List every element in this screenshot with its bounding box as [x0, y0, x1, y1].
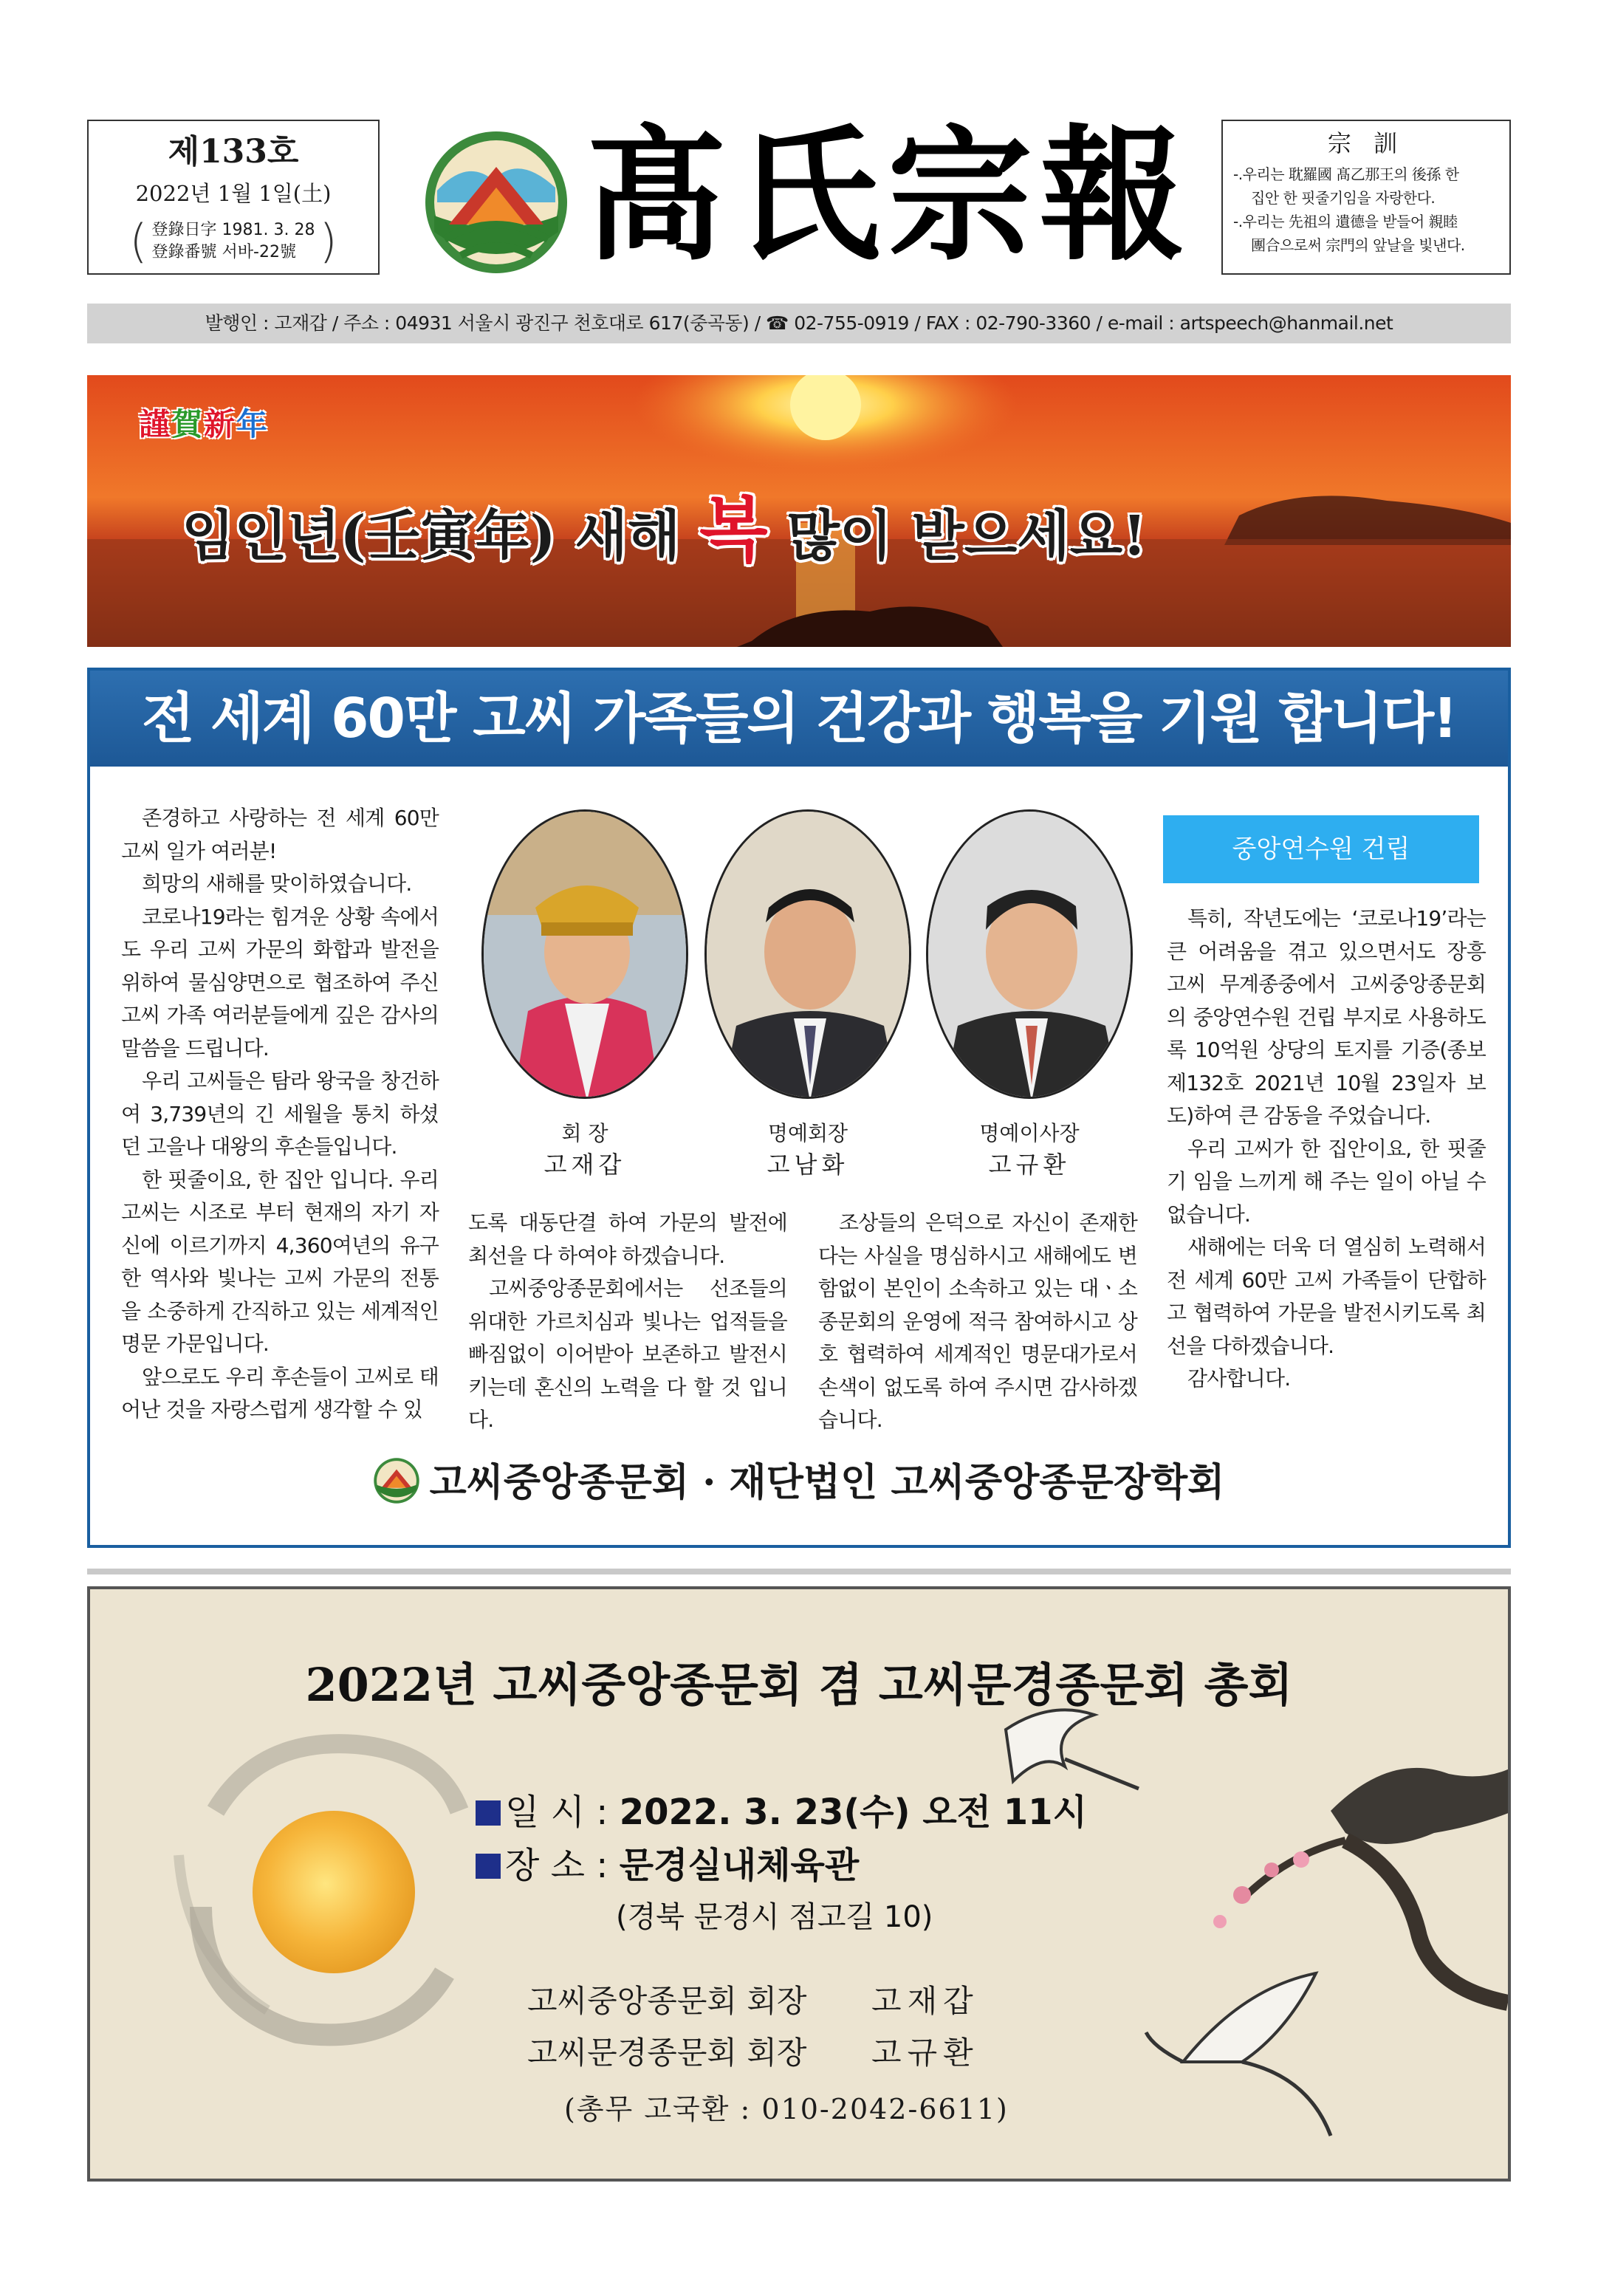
paragraph: 새해에는 더욱 더 열심히 노력해서 전 세계 60만 고씨 가족들이 단합하고 협력하여 가문을 발전시키도록 최선을 다하겠습니다. — [1167, 1235, 1486, 1358]
registration-number: 登錄番號 서바-22號 — [151, 243, 296, 261]
signatory-name: 고재갑 — [871, 1983, 979, 2019]
portrait-honorary-director — [926, 809, 1133, 1099]
message-column-2 — [468, 1207, 787, 1437]
paragraph: 희망의 새해를 맞이하였습니다. — [142, 871, 412, 896]
signatory-org: 고씨문경종문회 회장 — [527, 2035, 807, 2071]
motto-title: 宗 訓 — [1327, 129, 1405, 157]
portrait-title: 회 장 — [561, 1121, 608, 1145]
tag-char: 新 — [204, 406, 237, 442]
paragraph: 도록 대동단결 하여 가문의 발전에 최선을 다 하여야 하겠습니다. — [468, 1210, 787, 1268]
registration-date: 登錄日字 1981. 3. 28 — [151, 221, 315, 239]
notice-title: 2022년 고씨중앙종문회 겸 고씨문경종문회 총회 — [305, 1658, 1293, 1712]
meeting-date: 2022. 3. 23(수) 오전 11시 — [619, 1792, 1087, 1833]
paragraph: 고씨중앙종문회에서는 선조들의 위대한 가르치심과 빛나는 업적들을 빠짐없이 이어받아 보존하고 발전시키는데 혼신의 노력을 다 할 것 입니다. — [468, 1276, 787, 1432]
meeting-place: 문경실내체육관 — [619, 1845, 860, 1886]
meeting-address: (경북 문경시 점고길 10) — [616, 1900, 933, 1934]
section-divider — [87, 1569, 1511, 1574]
message-column-3 — [818, 1207, 1137, 1437]
greeting-highlight: 복 — [699, 488, 768, 572]
tag-char: 謹 — [139, 406, 172, 442]
tag-char: 賀 — [171, 406, 205, 442]
portrait-name: 고규환 — [988, 1151, 1071, 1179]
message-column-4 — [1167, 902, 1486, 1396]
registration-info: ( 登錄日字 1981. 3. 28 登錄番號 서바-22號 ) — [129, 214, 337, 268]
paragraph: 존경하고 사랑하는 전 세계 60만 고씨 일가 여러분! — [121, 806, 439, 863]
portrait-name: 고재갑 — [543, 1151, 626, 1179]
portrait-caption — [474, 1118, 696, 1180]
portrait-honorary-chairman — [704, 809, 911, 1099]
paragraph: 한 핏줄이요, 한 집안 입니다. 우리 고씨는 시조로 부터 현재의 자기 자신에 이르기까지 4,360여년의 유구한 역사와 빛나는 고씨 가문의 전통을 소중하게 간직하고 있는 세계적인 명문 가문입니다. — [121, 1167, 439, 1356]
message-signoff: 고씨중앙종문회 · 재단법인 고씨중앙종문장학회 — [90, 1453, 1508, 1512]
issue-info-box — [87, 120, 380, 275]
clan-logo-icon — [422, 128, 570, 276]
publisher-info-bar: 발행인 : 고재갑 / 주소 : 04931 서울시 광진구 천호대로 617(중곡동) / ☎ 02-755-0919 / FAX : 02-790-3360 / e-mail : artspeech@hanmail.net — [87, 304, 1511, 343]
motto-line: -.우리는 先祖의 遺德을 받들어 親睦 — [1233, 213, 1458, 230]
signatory-org: 고씨중앙종문회 회장 — [527, 1983, 807, 2019]
paragraph: 조상들의 은덕으로 자신이 존재한다는 사실을 명심하시고 새해에도 변함없이 본인이 소속하고 있는 대ㆍ소 종문회의 운영에 적극 참여하시고 상호 협력하여 세계적인 명문대가로서 손색이 없도록 하여 주시면 감사하겠습니다. — [818, 1210, 1137, 1432]
square-bullet-icon — [476, 1854, 501, 1879]
paragraph: 특히, 작년도에는 ‘코로나19’라는 큰 어려움을 겪고 있으면서도 장흥 고씨 무계종중에서 고씨중앙종문회의 중앙연수원 건립 부지로 사용하도록 10억원 상당의 토지를 기증(종보 제132호 2021년 10월 23일자 보도)하여 큰 감동을 주었습니다. — [1167, 906, 1486, 1128]
paragraph: 감사합니다. — [1187, 1366, 1291, 1391]
tag-char: 年 — [236, 406, 270, 442]
new-year-message-section — [87, 668, 1511, 1548]
meeting-place-line: 장 소 : 문경실내체육관 — [476, 1842, 859, 1889]
motto-line: -.우리는 耽羅國 髙乙那王의 後孫 한 — [1233, 165, 1459, 183]
new-year-banner — [87, 375, 1511, 647]
message-column-1 — [121, 802, 439, 1427]
portrait-caption — [919, 1118, 1140, 1180]
portrait-caption — [697, 1118, 919, 1180]
newspaper-title: 髙氏宗報 — [583, 111, 1193, 281]
signatory-name: 고규환 — [871, 2035, 979, 2071]
contact-info: (총무 고국환 : 010-2042-6611) — [564, 2093, 1009, 2125]
square-bullet-icon — [476, 1800, 501, 1826]
meeting-date-line: 일 시 : 2022. 3. 23(수) 오전 11시 — [476, 1789, 1087, 1836]
clan-motto-box — [1221, 120, 1511, 275]
paragraph: 우리 고씨들은 탐라 왕국을 창건하여 3,739년의 긴 세월을 통치 하셨던 고을나 대왕의 후손들입니다. — [121, 1069, 439, 1159]
paragraph: 앞으로도 우리 후손들이 고씨로 태어난 것을 자랑스럽게 생각할 수 있 — [121, 1364, 439, 1422]
message-headline: 전 세계 60만 고씨 가족들의 건강과 행복을 기원 합니다! — [90, 671, 1508, 767]
portrait-title: 명예회장 — [767, 1121, 848, 1145]
motto-line: 團合으로써 宗門의 앞날을 빛낸다. — [1251, 236, 1465, 254]
paragraph: 우리 고씨가 한 집안이요, 한 핏줄기 임을 느끼게 해 주는 일이 아닐 수 없습니다. — [1167, 1136, 1486, 1227]
issue-date: 2022년 1월 1일(土) — [135, 181, 332, 206]
general-meeting-notice — [87, 1586, 1511, 2182]
subheading-training-center: 중앙연수원 건립 — [1163, 815, 1479, 883]
paragraph: 코로나19라는 힘겨운 상황 속에서도 우리 고씨 가문의 화합과 발전을 위하여 물심양면으로 협조하여 주신 고씨 가족 여러분들에게 깊은 감사의 말씀을 드립니다. — [121, 904, 439, 1060]
portrait-title: 명예이사장 — [979, 1121, 1080, 1145]
issue-number: 제133호 — [168, 133, 299, 171]
new-year-greeting: 임인년(壬寅年) 새해 복 많이 받으세요! — [182, 488, 1147, 572]
portrait-name: 고남화 — [767, 1151, 849, 1179]
portrait-president — [481, 809, 688, 1099]
clan-logo-icon — [373, 1457, 420, 1504]
motto-line: 집안 한 핏줄기임을 자랑한다. — [1251, 189, 1436, 207]
new-year-tag — [139, 400, 269, 445]
